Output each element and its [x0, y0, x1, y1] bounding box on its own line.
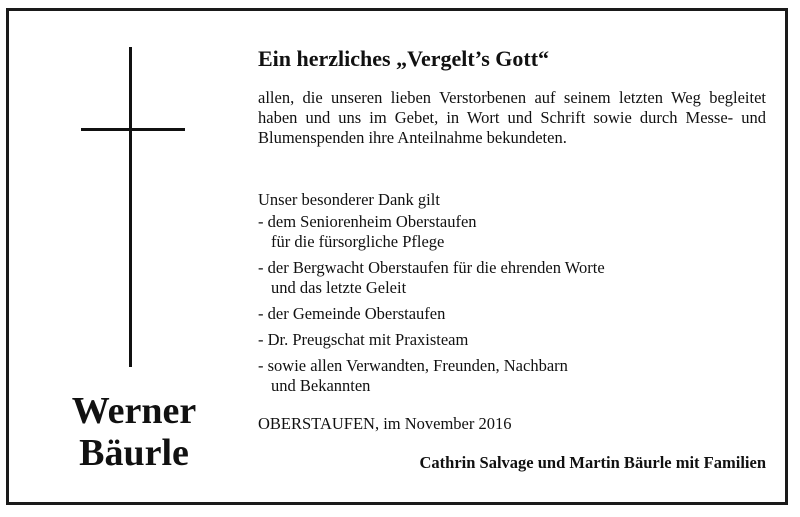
thanks-item	[258, 330, 605, 350]
thanks-item-line2: für die fürsorgliche Pflege	[271, 232, 445, 251]
thanks-item-line2: und das letzte Geleit	[271, 278, 407, 297]
deceased-name	[40, 390, 228, 474]
cross-horizontal-bar	[81, 128, 185, 131]
deceased-last-name: Bäurle	[79, 432, 189, 474]
deceased-first-name: Werner	[71, 390, 197, 432]
thanks-item-line1: - Dr. Preugschat mit Praxisteam	[258, 330, 469, 349]
notice-heading: Ein herzliches „Vergelt’s Gott“	[258, 46, 550, 71]
thanks-item-line1: - der Bergwacht Oberstaufen für die ehrenden Worte	[258, 258, 605, 277]
thanks-item	[258, 356, 605, 396]
thanks-list	[258, 212, 605, 402]
intro-paragraph: allen, die unseren lieben Verstorbenen auf seinem letzten Weg begleitet haben und uns im Gebet, in Wort und Schrift sowie durch Messe- und Blumenspenden ihre Anteilnahme bekundeten.	[258, 88, 766, 147]
cross-vertical-bar	[129, 47, 132, 367]
thanks-item-line1: - sowie allen Verwandten, Freunden, Nachbarn	[258, 356, 568, 375]
place-date: OBERSTAUFEN, im November 2016	[258, 414, 512, 433]
thanks-item	[258, 212, 605, 252]
thanks-item-line1: - dem Seniorenheim Oberstaufen	[258, 212, 477, 231]
thanks-label: Unser besonderer Dank gilt	[258, 190, 440, 209]
signature: Cathrin Salvage und Martin Bäurle mit Familien	[419, 453, 766, 472]
thanks-item	[258, 258, 605, 298]
thanks-item-line1: - der Gemeinde Oberstaufen	[258, 304, 446, 323]
thanks-item-line2: und Bekannten	[271, 376, 371, 395]
thanks-item	[258, 304, 605, 324]
